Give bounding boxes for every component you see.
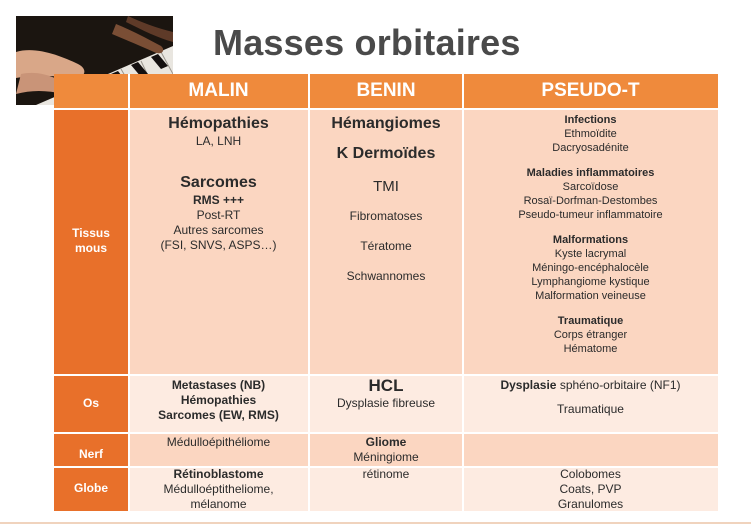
cell-text: sphéno-orbitaire (NF1) bbox=[556, 378, 681, 392]
row-label-nerf: Nerf bbox=[54, 432, 128, 466]
cell-text: Malformations bbox=[552, 234, 629, 246]
row-label-line: Tissus bbox=[72, 226, 110, 240]
cell-text: mélanome bbox=[190, 497, 247, 511]
cell-text: Hématome bbox=[563, 343, 618, 355]
column-divider bbox=[308, 74, 310, 511]
cell-text: Sarcoïdose bbox=[562, 181, 619, 193]
cell-text: Schwannomes bbox=[346, 269, 426, 283]
cell-nerf-malin bbox=[128, 432, 309, 466]
cell-os-malin bbox=[128, 374, 309, 432]
cell-text: Gliome bbox=[365, 435, 407, 449]
header-malin: MALIN bbox=[128, 74, 309, 108]
cell-text: Rétinoblastome bbox=[173, 467, 264, 481]
cell-os-pseudo bbox=[463, 374, 718, 432]
cell-tissus-benin bbox=[309, 108, 463, 374]
cell-globe-malin bbox=[128, 466, 309, 511]
cell-text: Médulloépithéliome bbox=[166, 435, 271, 449]
cell-text: Maladies inflammatoires bbox=[526, 167, 655, 179]
cell-text: Colobomes bbox=[560, 467, 621, 481]
row-divider bbox=[54, 432, 718, 434]
cell-text: Méningo-encéphalocèle bbox=[532, 262, 649, 274]
footer-rule bbox=[0, 522, 751, 524]
cell-text: Fibromatoses bbox=[349, 209, 423, 223]
row-label-tissus-mous bbox=[54, 108, 128, 374]
row-label-line: mous bbox=[74, 241, 107, 255]
page-title: Masses orbitaires bbox=[213, 22, 521, 63]
cell-text: Hémangiomes bbox=[331, 115, 441, 132]
cell-text: Ethmoïdite bbox=[564, 128, 617, 140]
orbital-masses-table bbox=[54, 74, 718, 511]
cell-text: Autres sarcomes bbox=[173, 223, 264, 237]
cell-os-benin bbox=[309, 374, 463, 432]
cell-text: Pseudo-tumeur inflammatoire bbox=[518, 209, 663, 221]
cell-text: Coats, PVP bbox=[559, 482, 622, 496]
cell-globe-pseudo bbox=[463, 466, 718, 511]
cell-text: Hémopathies bbox=[168, 115, 269, 132]
row-divider bbox=[54, 466, 718, 468]
column-divider bbox=[462, 74, 464, 511]
cell-text: Dacryosadénite bbox=[552, 142, 629, 154]
cell-tissus-pseudo bbox=[463, 108, 718, 374]
cell-text: Sarcomes bbox=[180, 174, 257, 191]
cell-tissus-malin bbox=[128, 108, 309, 374]
row-label-os: Os bbox=[54, 374, 128, 432]
row-divider bbox=[54, 374, 718, 376]
cell-text: Traumatique bbox=[557, 315, 624, 327]
cell-nerf-benin bbox=[309, 432, 463, 466]
cell-text: Metastases (NB) bbox=[171, 378, 266, 392]
cell-text: Kyste lacrymal bbox=[554, 248, 627, 260]
cell-text: TMI bbox=[373, 178, 399, 195]
cell-text: Tératome bbox=[360, 239, 412, 253]
cell-text: Méningiome bbox=[353, 450, 419, 464]
cell-text: Médulloéptitheliome, bbox=[163, 482, 274, 496]
cell-text: Malformation veineuse bbox=[535, 290, 646, 302]
cell-text: Dysplasie fibreuse bbox=[336, 396, 436, 410]
cell-text: Lymphangiome kystique bbox=[531, 276, 650, 288]
column-divider bbox=[128, 74, 130, 511]
cell-text: Hémopathies bbox=[180, 393, 257, 407]
cell-text: Post-RT bbox=[196, 208, 241, 222]
cell-text: Granulomes bbox=[557, 497, 624, 511]
row-divider bbox=[54, 108, 718, 110]
cell-text: Infections bbox=[564, 114, 617, 126]
header-benin: BENIN bbox=[309, 74, 463, 108]
cell-text: Sarcomes (EW, RMS) bbox=[158, 408, 279, 422]
cell-globe-benin bbox=[309, 466, 463, 511]
cell-text: RMS +++ bbox=[192, 193, 245, 207]
row-label-globe: Globe bbox=[54, 466, 128, 511]
cell-text: HCL bbox=[368, 376, 404, 395]
cell-text: Traumatique bbox=[557, 402, 624, 416]
cell-text: (FSI, SNVS, ASPS…) bbox=[160, 238, 277, 252]
header-pseudo-t: PSEUDO-T bbox=[463, 74, 718, 108]
cell-text: Corps étranger bbox=[553, 329, 628, 341]
cell-nerf-pseudo bbox=[463, 432, 718, 466]
cell-text: Rosaï-Dorfman-Destombes bbox=[523, 195, 658, 207]
cell-text: Dysplasie bbox=[500, 378, 557, 392]
cell-text: K Dermoïdes bbox=[336, 145, 436, 162]
header-corner bbox=[54, 74, 128, 108]
cell-text: rétinome bbox=[362, 467, 410, 481]
cell-text: LA, LNH bbox=[195, 134, 242, 148]
